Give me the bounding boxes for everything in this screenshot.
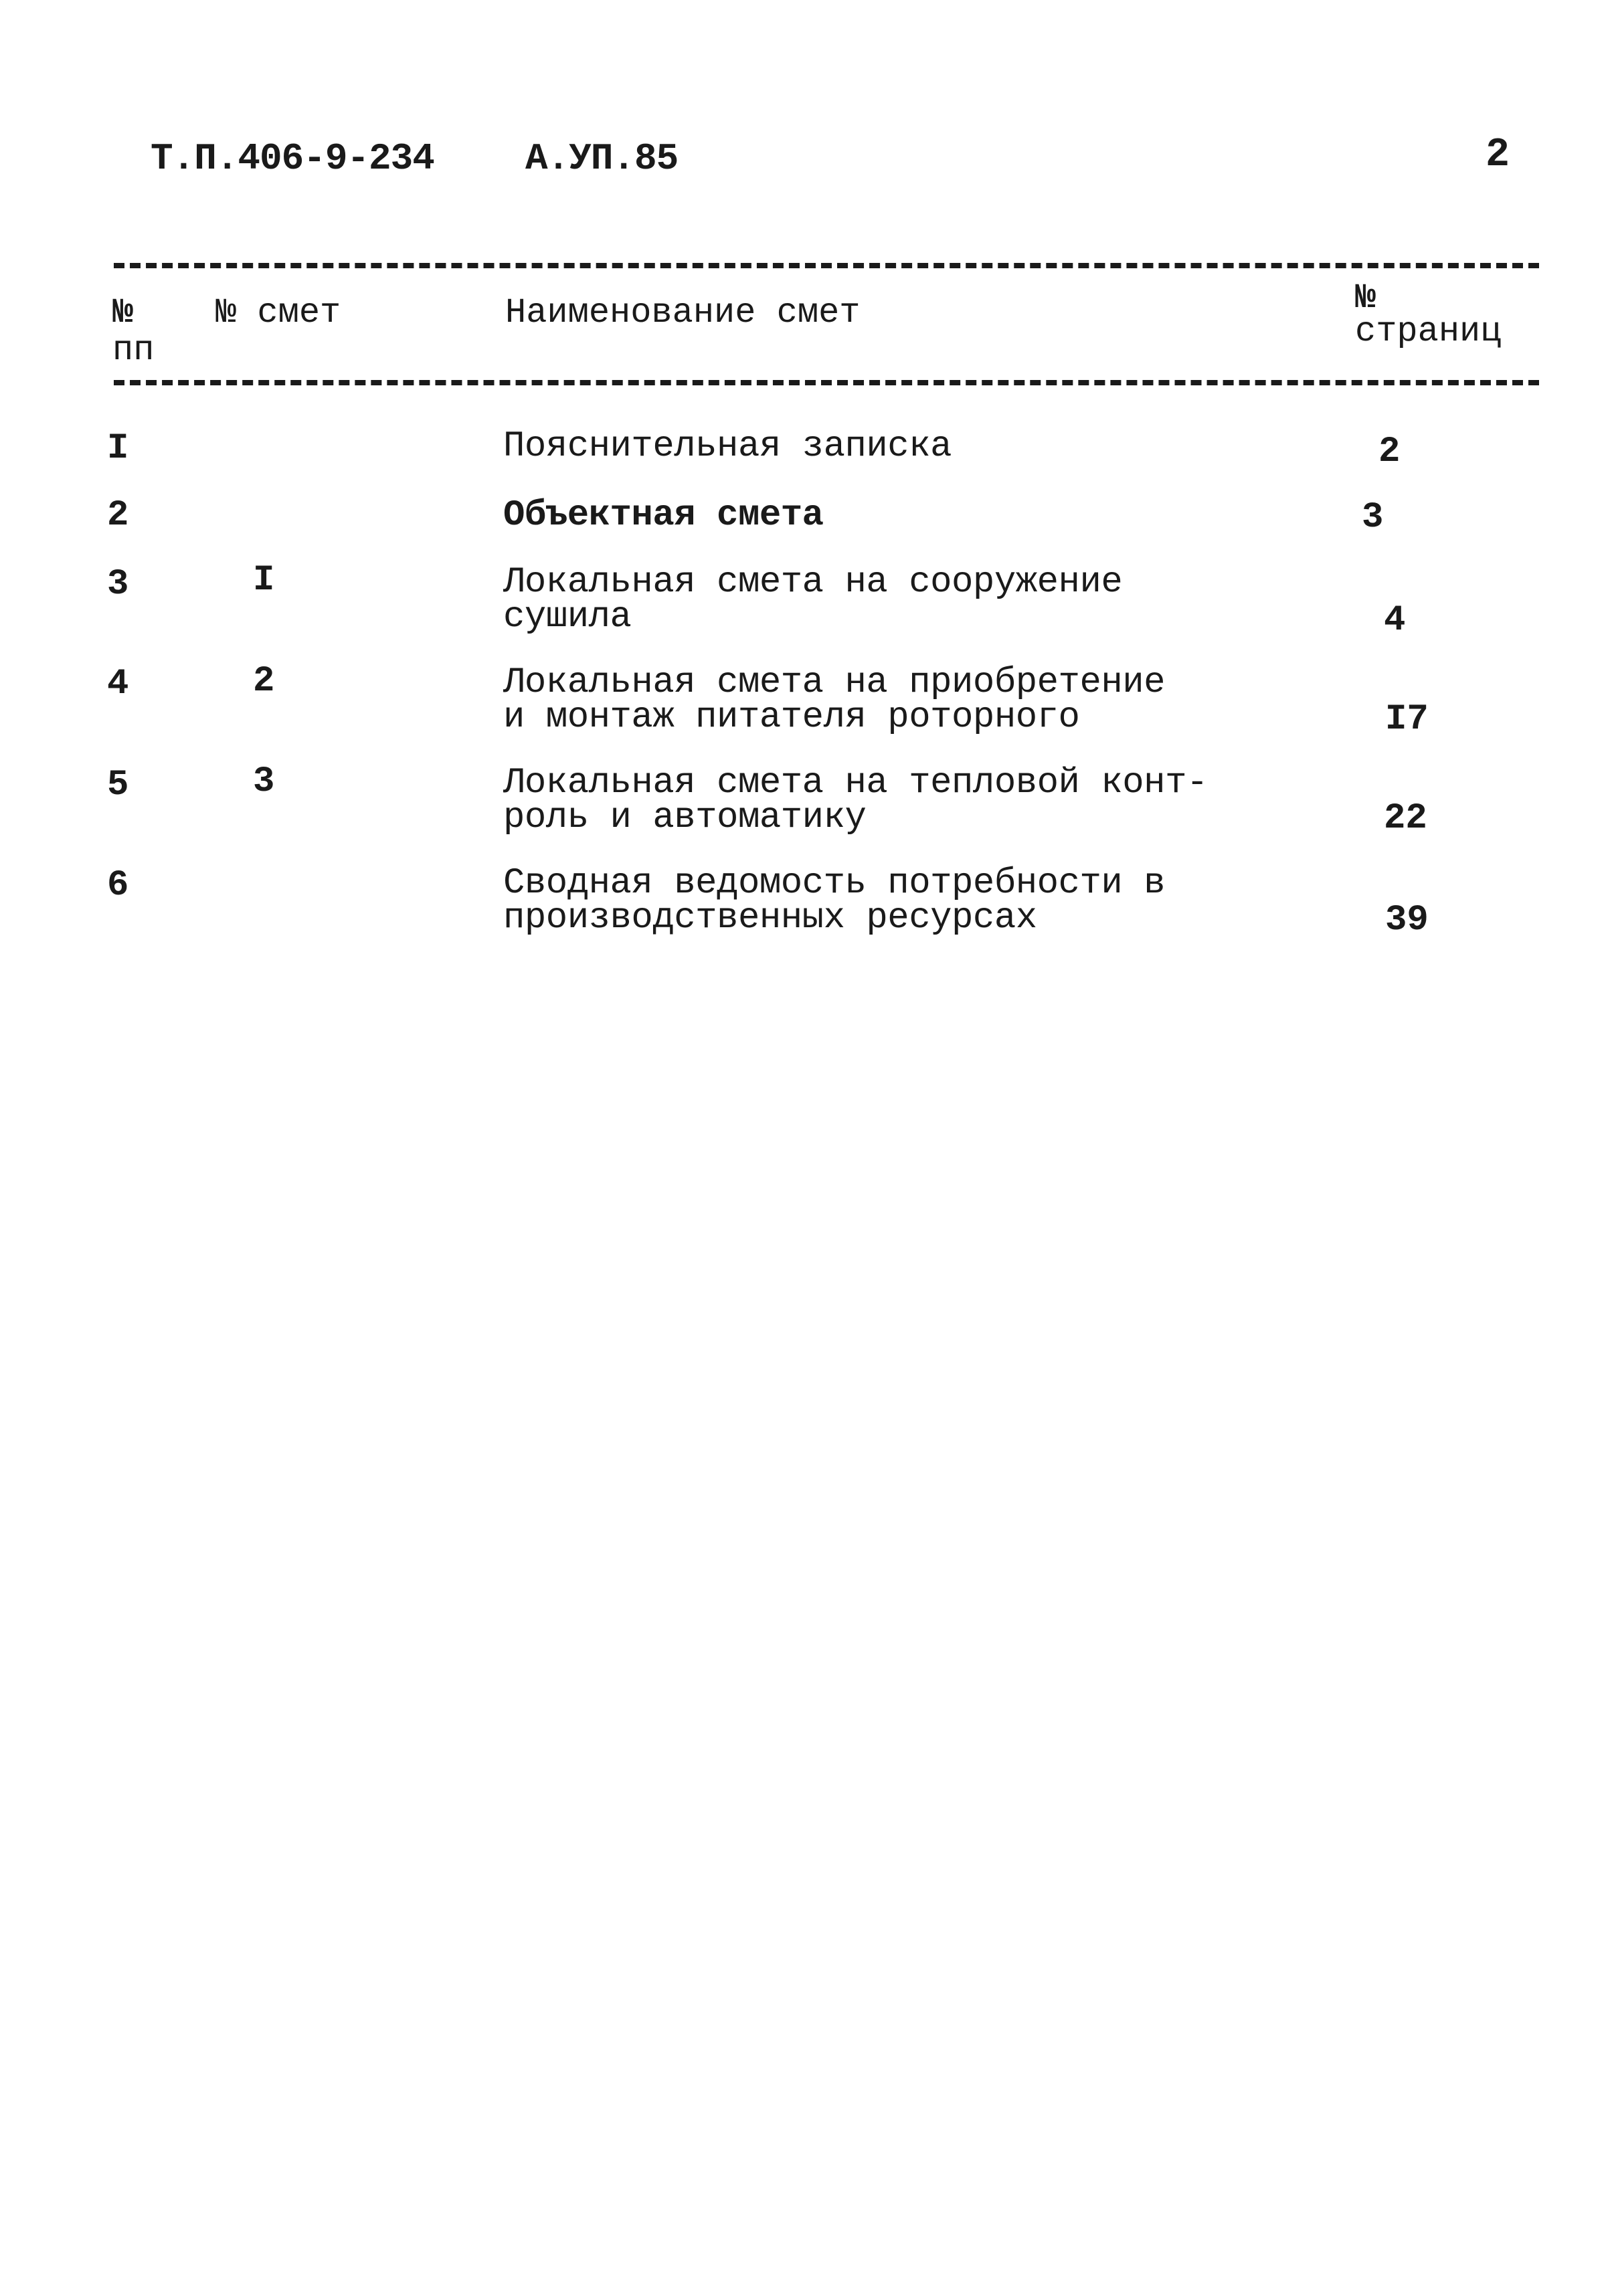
row-4-name-line2: и монтаж питателя роторного: [503, 697, 1080, 738]
column-header-no: №: [112, 293, 134, 332]
column-header-pages: №: [1355, 278, 1376, 318]
column-header-estimate-no: № смет: [215, 293, 341, 332]
row-5-page: 22: [1384, 798, 1427, 839]
row-5-estimate-no: 3: [253, 761, 275, 802]
row-2-page: 3: [1362, 497, 1384, 538]
row-3-no: 3: [107, 564, 129, 605]
row-4-estimate-no: 2: [253, 661, 275, 702]
row-4-name-line1: Локальная смета на приобретение: [503, 662, 1166, 703]
row-6-page: 39: [1385, 900, 1429, 941]
document-code: Т.П.406-9-234: [151, 137, 434, 180]
row-2-name: Объектная смета: [503, 495, 824, 536]
row-1-page: 2: [1378, 432, 1401, 472]
row-3-estimate-no: I: [253, 560, 275, 601]
row-3-name-line1: Локальная смета на сооружение: [503, 562, 1123, 603]
row-1-no: I: [107, 428, 129, 469]
row-5-no: 5: [107, 765, 129, 805]
row-2-no: 2: [107, 495, 129, 536]
row-3-page: 4: [1384, 600, 1406, 641]
row-5-name-line2: роль и автоматику: [503, 797, 867, 838]
column-header-name: Наименование смет: [505, 293, 861, 332]
row-6-name-line1: Сводная ведомость потребности в: [503, 863, 1166, 904]
row-3-name-line2: сушила: [503, 597, 632, 638]
document-date: А.УП.85: [525, 137, 679, 180]
row-6-name-line2: производственных ресурсах: [503, 898, 1037, 939]
row-1-name: Пояснительная записка: [503, 426, 952, 467]
column-header-pages-sub: страниц: [1355, 312, 1502, 351]
table-header-rule: [114, 380, 1539, 385]
row-4-page: I7: [1385, 699, 1429, 740]
row-6-no: 6: [107, 865, 129, 906]
row-4-no: 4: [107, 664, 129, 704]
row-5-name-line1: Локальная смета на тепловой конт-: [503, 763, 1208, 803]
page-number: 2: [1486, 132, 1510, 178]
table-top-rule: [114, 263, 1539, 268]
column-header-no-sub: пп: [112, 330, 155, 370]
